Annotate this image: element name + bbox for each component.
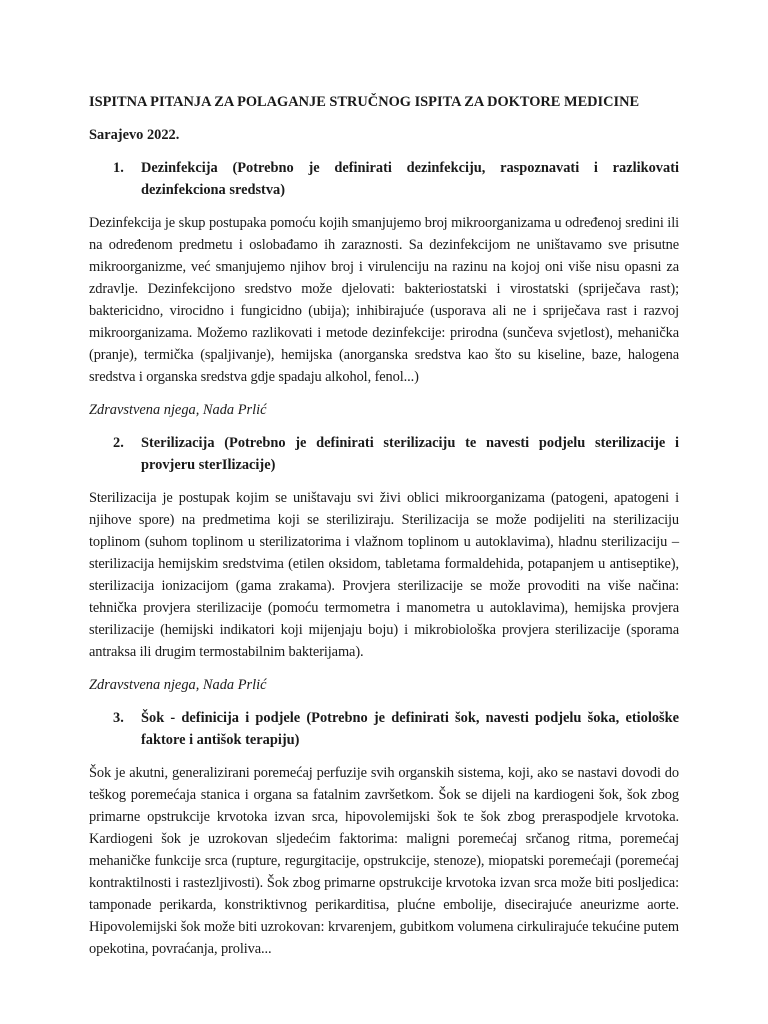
document-title: ISPITNA PITANJA ZA POLAGANJE STRUČNOG ISPITA ZA DOKTORE MEDICINE bbox=[89, 94, 640, 110]
document-place-date: Sarajevo 2022. bbox=[89, 127, 180, 143]
section-body-3: Šok je akutni, generalizirani poremećaj perfuzije svih organskih sistema, koji, ako se nastavi dovodi do teškog poremećaja stanica i organa sa fatalnim završetkom. Šok se dijeli na kardiogeni šok, šok zbog primarne opstrukcije krvotoka izvan srca, hipovolemijski šok te šok zbog preraspodjele krvotoka. Kardiogeni šok je uzrokovan sljedećim faktorima: maligni poremećaj srčanog ritma, poremećaj mehaničke funkcije srca (rupture, regurgitacije, opstrukcije, stenoze), miopatski poremećaji (poremećaj kontraktilnosti i rastezljivosti). Šok zbog primarne opstrukcije krvotoka izvan srca može biti posljedica: tamponade perikarda, konstriktivnog perikarditisa, plućne embolije, disecirajuće aneurizme aorte. Hipovolemijski šok može biti uzrokovan: krvarenjem, gubitkom volumena cirkulirajuće tekućine putem opekotina, povraćanja, proliva... bbox=[89, 765, 679, 957]
document-content bbox=[89, 91, 679, 971]
section-body-2: Sterilizacija je postupak kojim se uništavaju svi živi oblici mikroorganizama (patogeni, apatogeni i njihove spore) na predmetima koji se steriliziraju. Sterilizacija se može podijeliti na sterilizaciju toplinom (suhom toplinom u sterilizatorima i vlažnom toplinom u autoklavima), hladnu sterilizaciju – sterilizacija hemijskim sredstvima (etilen oksidom, tabletama formaldehida, potapanjem u antiseptike), sterilizacija ionizacijom (gama zrakama). Provjera sterilizacije se može provoditi na više načina: tehnička provjera sterilizacije (pomoću termometra i manometra u autoklavima), hemijska provjera sterilizacije (hemijski indikatori koji mijenjaju boju) i mikrobiološka provjera sterilizacije (sporama antraksa ili drugim termostabilnim bakterijama). bbox=[89, 490, 679, 660]
section-heading-text: Šok - definicija i podjele (Potrebno je definirati šok, navesti podjelu šoka, etiološke faktore i antišok terapiju) bbox=[141, 710, 679, 748]
section-heading-text: Sterilizacija (Potrebno je definirati sterilizaciju te navesti podjelu sterilizacije i provjeru sterIlizacije) bbox=[141, 435, 679, 473]
section-heading-1 bbox=[89, 157, 679, 201]
section-source-2: Zdravstvena njega, Nada Prlić bbox=[89, 677, 267, 693]
section-heading-3 bbox=[89, 707, 679, 751]
section-number: 1. bbox=[113, 160, 124, 176]
section-number: 2. bbox=[113, 435, 124, 451]
section-source-1: Zdravstvena njega, Nada Prlić bbox=[89, 402, 267, 418]
section-body-1: Dezinfekcija je skup postupaka pomoću kojih smanjujemo broj mikroorganizama u određenoj sredini ili na određenom predmetu i oslobađamo ih zaraznosti. Sa dezinfekcijom ne uništavamo sve prisutne mikroorganizme, već smanjujemo njihov broj i virulenciju na razinu na kojoj oni više nisu opasni za zdravlje. Dezinfekcijono sredstvo može djelovati: bakteriostatski i virostatski (spriječava rast); baktericidno, virocidno i fungicidno (ubija); inhibirajuće (usporava ali ne i spriječava rast i razvoj mikroorganizama. Možemo razlikovati i metode dezinfekcije: prirodna (sunčeva svjetlost), mehanička (pranje), termička (spaljivanje), hemijska (anorganska sredstva kao što su kiseline, baze, halogena sredstva i organska sredstva gdje spadaju alkohol, fenol...) bbox=[89, 215, 679, 385]
section-number: 3. bbox=[113, 710, 124, 726]
section-heading-2 bbox=[89, 432, 679, 476]
section-heading-text: Dezinfekcija (Potrebno je definirati dezinfekciju, raspoznavati i razlikovati dezinfekciona sredstva) bbox=[141, 160, 679, 198]
